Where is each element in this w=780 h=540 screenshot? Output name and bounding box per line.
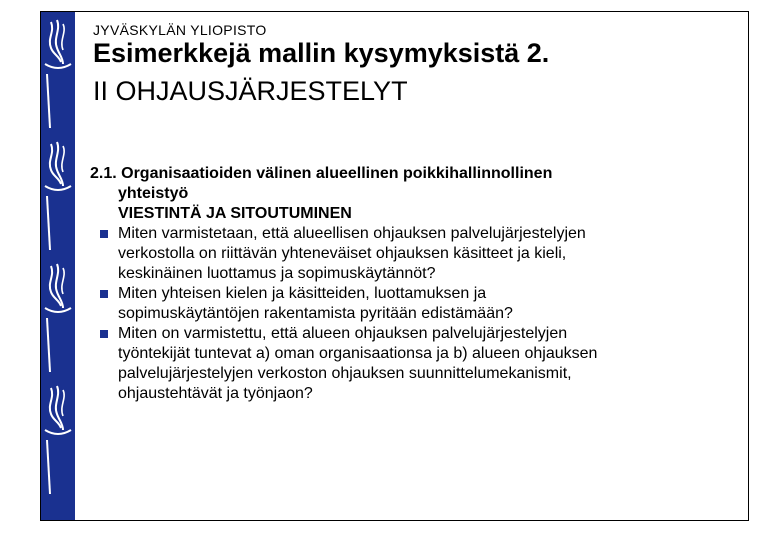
section-heading: 2.1. Organisaatioiden välinen alueellinen poikkihallinnollinen xyxy=(90,165,553,182)
question-list xyxy=(90,224,730,404)
flame-torch-emblem-icon xyxy=(41,12,75,520)
question-line: keskinäinen luottamus ja sopimuskäytännöt? xyxy=(118,265,436,282)
slide-subtitle: II OHJAUSJÄRJESTELYT xyxy=(93,76,408,106)
question-line: työntekijät tuntevat a) oman organisaationsa ja b) alueen ohjauksen xyxy=(118,345,598,362)
question-line: sopimuskäytäntöjen rakentamista pyritään edistämään? xyxy=(118,305,513,322)
section-subheading: VIESTINTÄ JA SITOUTUMINEN xyxy=(118,205,352,222)
question-line: Miten varmistetaan, että alueellisen ohjauksen palvelujärjestelyjen xyxy=(118,225,586,242)
question-line: ohjaustehtävät ja työnjaon? xyxy=(118,385,313,402)
square-bullet-icon xyxy=(100,230,108,238)
university-name: JYVÄSKYLÄN YLIOPISTO xyxy=(93,22,267,38)
list-item xyxy=(90,224,730,284)
section-heading-continued: yhteistyö xyxy=(118,185,189,202)
list-item xyxy=(90,324,730,404)
list-item xyxy=(90,284,730,324)
question-line: Miten on varmistettu, että alueen ohjauksen palvelujärjestelyjen xyxy=(118,325,568,342)
question-line: verkostolla on riittävän yhteneväiset ohjauksen käsitteet ja kieli, xyxy=(118,245,567,262)
square-bullet-icon xyxy=(100,330,108,338)
question-line: Miten yhteisen kielen ja käsitteiden, luottamuksen ja xyxy=(118,285,487,302)
slide-title: Esimerkkejä mallin kysymyksistä 2. xyxy=(93,38,550,68)
square-bullet-icon xyxy=(100,290,108,298)
slide-content xyxy=(90,164,730,404)
side-band xyxy=(41,12,75,520)
question-line: palvelujärjestelyjen verkoston ohjauksen suunnittelumekanismit, xyxy=(118,365,572,382)
